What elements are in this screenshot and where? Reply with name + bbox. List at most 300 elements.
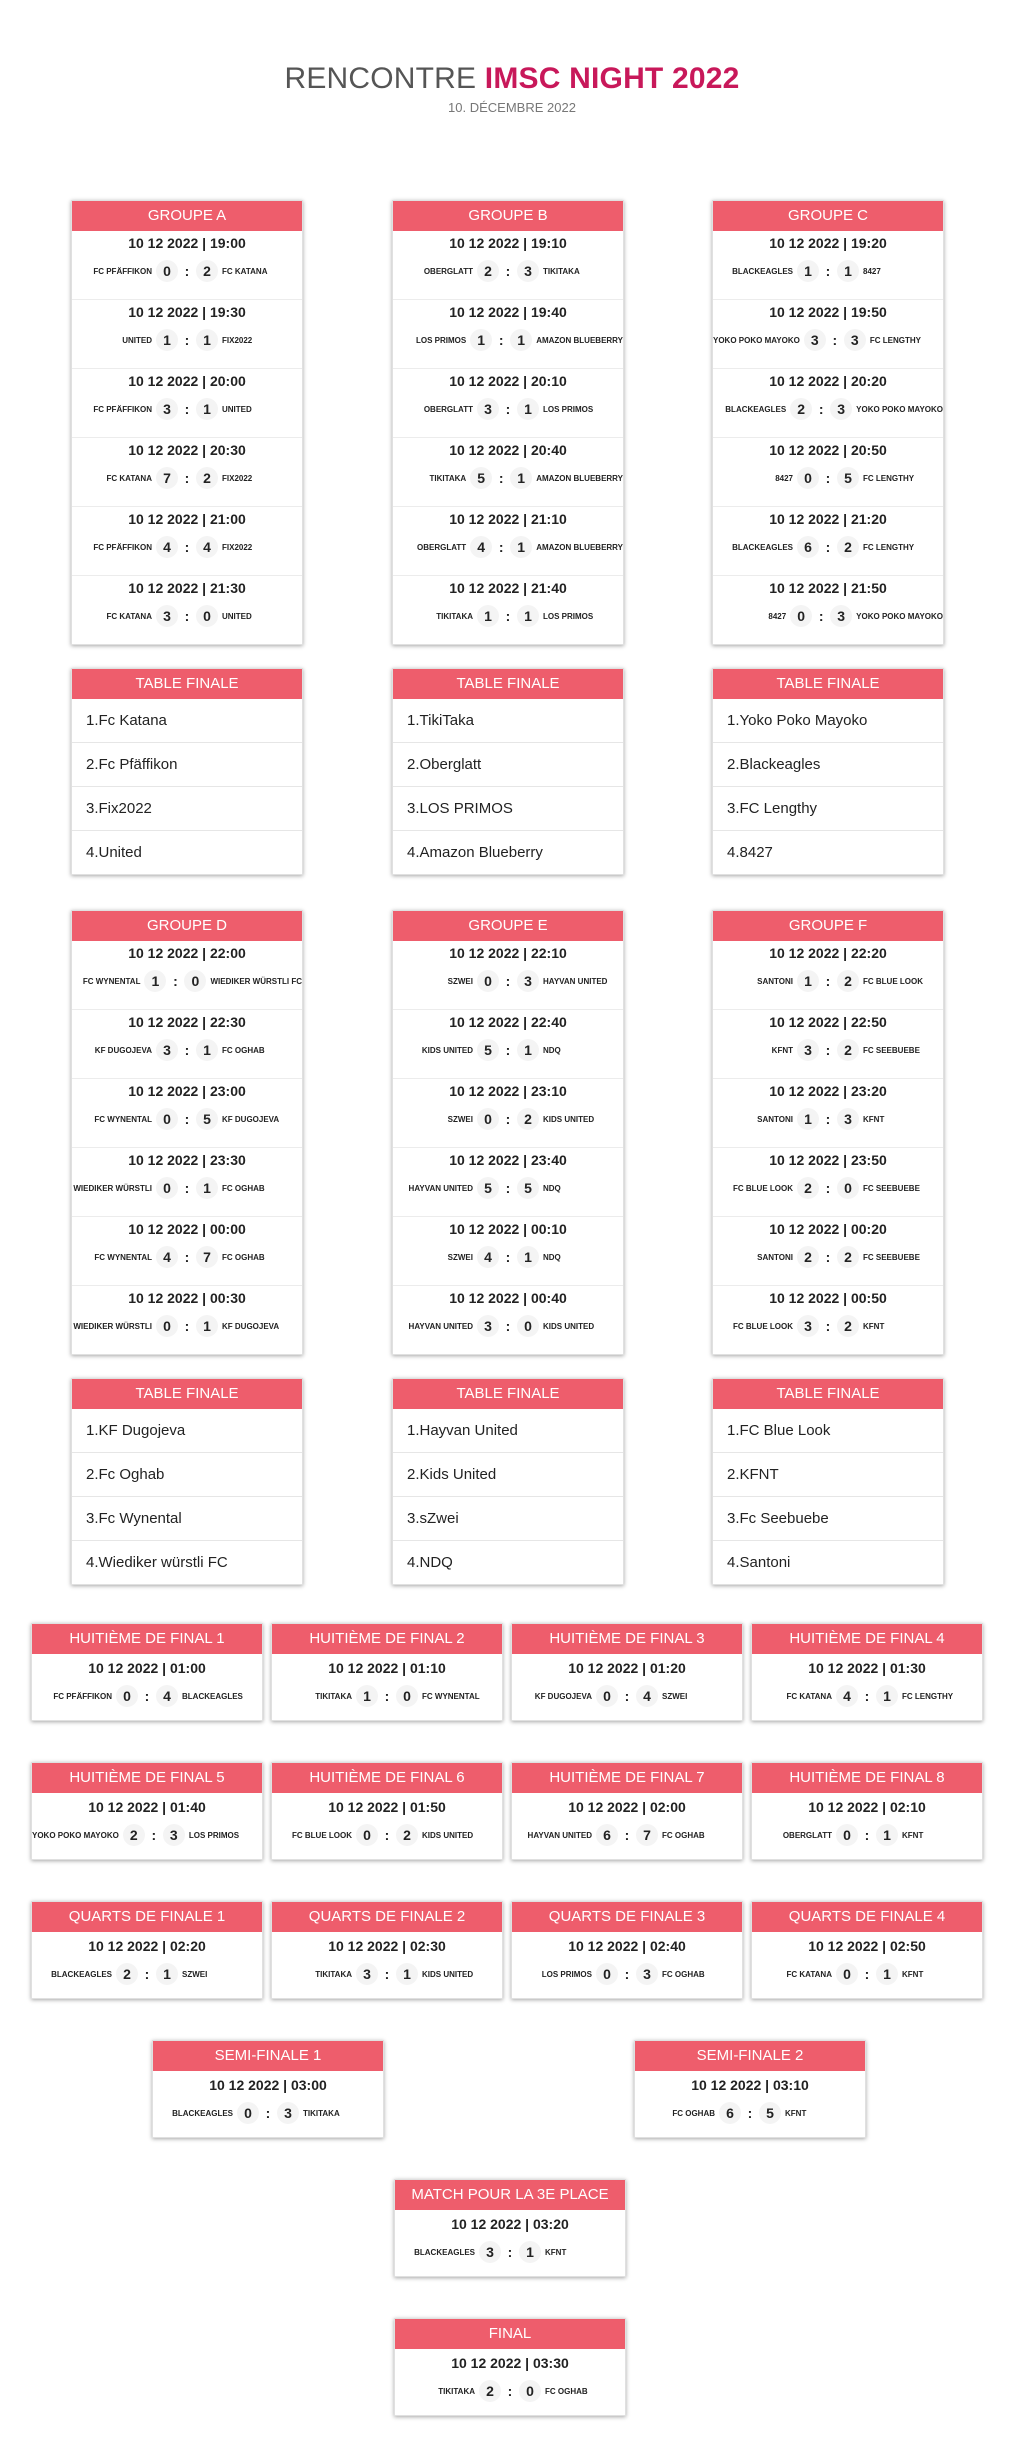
knockout-title: QUARTS DE FINALE 3 (512, 1902, 742, 1932)
match (512, 1932, 742, 1998)
match (393, 1010, 623, 1079)
knockout-card (271, 1623, 503, 1721)
home-score: 0 (836, 1963, 858, 1985)
match (635, 2071, 865, 2137)
home-score: 6 (596, 1824, 618, 1846)
match-time: 10 12 2022 | 21:10 (449, 511, 567, 527)
score-separator: : (825, 539, 831, 555)
knockout-title: QUARTS DE FINALE 4 (752, 1902, 982, 1932)
score-separator: : (825, 1249, 831, 1265)
away-team: NDQ (543, 1045, 561, 1055)
group-card (71, 910, 303, 1355)
table-title: TABLE FINALE (393, 669, 623, 699)
home-team: FC WYNENTAL (82, 976, 141, 986)
score-separator: : (184, 1180, 190, 1196)
away-score: 1 (510, 536, 532, 558)
match-time: 10 12 2022 | 02:30 (328, 1938, 446, 1954)
home-score: 0 (156, 1177, 178, 1199)
away-score: 2 (837, 1246, 859, 1268)
away-team: TIKITAKA (303, 2108, 340, 2118)
home-team: FC WYNENTAL (94, 1252, 152, 1262)
match-time: 10 12 2022 | 21:00 (128, 511, 246, 527)
match (752, 1932, 982, 1998)
rank-item: 4.NDQ (407, 1554, 453, 1571)
knockout-card (31, 1762, 263, 1860)
score-row (72, 464, 302, 492)
match-time: 10 12 2022 | 02:10 (808, 1799, 926, 1815)
away-team: WIEDIKER WÜRSTLI FC (210, 976, 302, 986)
home-score: 3 (797, 1039, 819, 1061)
rank-item: 2.Kids United (393, 1453, 623, 1497)
score-separator: : (505, 1111, 511, 1127)
match (393, 576, 623, 644)
match (713, 941, 943, 1010)
score-row (713, 257, 943, 285)
home-team: BLACKEAGLES (172, 2108, 233, 2118)
home-team: KFNT (771, 1045, 793, 1055)
home-team: FC KATANA (106, 611, 152, 621)
away-score: 1 (876, 1824, 898, 1846)
home-team: KF DUGOJEVA (94, 1045, 152, 1055)
home-score: 1 (797, 260, 819, 282)
score-separator: : (184, 332, 190, 348)
match (72, 1079, 302, 1148)
score-separator: : (505, 1318, 511, 1334)
score-separator: : (505, 401, 511, 417)
score-row (713, 326, 943, 354)
home-team: YOKO POKO MAYOKO (32, 1830, 119, 1840)
home-team: UNITED (122, 335, 152, 345)
match (393, 231, 623, 300)
home-score: 0 (596, 1963, 618, 1985)
rank-item: 1.TikiTaka (393, 699, 623, 743)
match (272, 1932, 502, 1998)
rank-item: 4.Wiediker würstli FC (86, 1554, 228, 1571)
score-separator: : (384, 1827, 390, 1843)
away-team: KFNT (863, 1321, 885, 1331)
match-time: 10 12 2022 | 21:30 (128, 580, 246, 596)
home-team: FC BLUE LOOK (733, 1321, 793, 1331)
score-row (512, 1821, 742, 1849)
match (713, 369, 943, 438)
score-row (512, 1960, 742, 1988)
match (153, 2071, 383, 2137)
score-row (72, 257, 302, 285)
group-title: GROUPE E (393, 911, 623, 941)
away-score: 2 (196, 260, 218, 282)
home-score: 5 (470, 467, 492, 489)
score-row (713, 967, 943, 995)
home-team: BLACKEAGLES (414, 2247, 475, 2257)
match-time: 10 12 2022 | 19:50 (769, 304, 887, 320)
knockout-title: HUITIÈME DE FINAL 3 (512, 1624, 742, 1654)
away-team: 8427 (863, 266, 881, 276)
match-time: 10 12 2022 | 03:20 (451, 2216, 569, 2232)
match (713, 1217, 943, 1286)
away-team: KFNT (863, 1114, 885, 1124)
away-team: SZWEI (182, 1969, 208, 1979)
home-team: KIDS UNITED (421, 1045, 473, 1055)
home-score: 2 (797, 1177, 819, 1199)
away-score: 5 (517, 1177, 539, 1199)
score-row (395, 2238, 625, 2266)
score-row (713, 602, 943, 630)
home-team: WIEDIKER WÜRSTLI (73, 1321, 152, 1331)
home-score: 2 (790, 398, 812, 420)
match-time: 10 12 2022 | 22:00 (128, 945, 246, 961)
home-team: YOKO POKO MAYOKO (713, 335, 800, 345)
home-team: TIKITAKA (436, 611, 473, 621)
home-score: 1 (356, 1685, 378, 1707)
score-separator: : (825, 973, 831, 989)
score-separator: : (184, 263, 190, 279)
score-row (393, 464, 623, 492)
match (512, 1654, 742, 1720)
knockout-title: HUITIÈME DE FINAL 7 (512, 1763, 742, 1793)
match (393, 1148, 623, 1217)
home-team: HAYVAN UNITED (408, 1321, 473, 1331)
away-score: 1 (196, 1039, 218, 1061)
match (393, 438, 623, 507)
away-score: 7 (636, 1824, 658, 1846)
score-row (32, 1960, 262, 1988)
knockout-title: HUITIÈME DE FINAL 6 (272, 1763, 502, 1793)
score-row (393, 602, 623, 630)
away-team: FC OGHAB (545, 2386, 588, 2396)
away-score: 1 (396, 1963, 418, 1985)
score-separator: : (747, 2105, 753, 2121)
match-time: 10 12 2022 | 01:20 (568, 1660, 686, 1676)
rank-item: 4.Amazon Blueberry (407, 844, 543, 861)
match (72, 438, 302, 507)
away-score: 4 (196, 536, 218, 558)
group-title: GROUPE A (72, 201, 302, 231)
home-team: BLACKEAGLES (51, 1969, 112, 1979)
match-time: 10 12 2022 | 21:20 (769, 511, 887, 527)
rank-item: 3.FC Lengthy (713, 787, 943, 831)
away-score: 1 (517, 1039, 539, 1061)
away-team: KIDS UNITED (422, 1969, 474, 1979)
away-score: 3 (636, 1963, 658, 1985)
score-row (393, 395, 623, 423)
match (713, 1286, 943, 1354)
away-team: FIX2022 (222, 542, 253, 552)
home-score: 0 (356, 1824, 378, 1846)
table-title: TABLE FINALE (72, 669, 302, 699)
away-team: FC LENGTHY (863, 542, 915, 552)
page-header (0, 62, 1024, 115)
away-score: 3 (517, 970, 539, 992)
knockout-card (394, 2179, 626, 2277)
home-score: 2 (123, 1824, 145, 1846)
rank-item: 2.Oberglatt (393, 743, 623, 787)
home-score: 4 (470, 536, 492, 558)
score-row (272, 1682, 502, 1710)
rank-item: 1.Fc Katana (72, 699, 302, 743)
score-row (72, 1174, 302, 1202)
away-team: LOS PRIMOS (543, 611, 594, 621)
match-time: 10 12 2022 | 19:00 (128, 235, 246, 251)
knockout-title: QUARTS DE FINALE 2 (272, 1902, 502, 1932)
match (72, 231, 302, 300)
away-score: 2 (517, 1108, 539, 1130)
home-team: OBERGLATT (417, 542, 467, 552)
away-score: 1 (156, 1963, 178, 1985)
knockout-title: FINAL (395, 2319, 625, 2349)
knockout-card (31, 1623, 263, 1721)
home-team: HAYVAN UNITED (527, 1830, 592, 1840)
match-time: 10 12 2022 | 00:50 (769, 1290, 887, 1306)
home-score: 0 (790, 605, 812, 627)
match-time: 10 12 2022 | 03:30 (451, 2355, 569, 2371)
away-team: KF DUGOJEVA (222, 1321, 280, 1331)
match (272, 1654, 502, 1720)
knockout-card (751, 1623, 983, 1721)
score-row (272, 1821, 502, 1849)
away-team: FC WYNENTAL (422, 1691, 480, 1701)
final-table-card (71, 668, 303, 875)
away-team: FC SEEBUEBE (863, 1183, 920, 1193)
away-team: FC SEEBUEBE (863, 1045, 920, 1055)
knockout-title: HUITIÈME DE FINAL 5 (32, 1763, 262, 1793)
home-score: 3 (479, 2241, 501, 2263)
group-card (71, 200, 303, 645)
home-score: 2 (477, 260, 499, 282)
score-separator: : (864, 1966, 870, 1982)
home-team: FC WYNENTAL (94, 1114, 152, 1124)
away-score: 1 (517, 1246, 539, 1268)
match (713, 438, 943, 507)
home-team: FC KATANA (786, 1691, 832, 1701)
score-separator: : (384, 1688, 390, 1704)
group-title: GROUPE F (713, 911, 943, 941)
home-team: TIKITAKA (438, 2386, 475, 2396)
match (393, 1286, 623, 1354)
score-separator: : (624, 1688, 630, 1704)
score-row (713, 1174, 943, 1202)
group-card (712, 910, 944, 1355)
knockout-card (271, 1901, 503, 1999)
knockout-title: MATCH POUR LA 3E PLACE (395, 2180, 625, 2210)
home-team: SZWEI (447, 976, 473, 986)
away-team: KFNT (545, 2247, 567, 2257)
away-score: 1 (196, 1177, 218, 1199)
rank-item: 1.KF Dugojeva (72, 1409, 302, 1453)
match-time: 10 12 2022 | 20:30 (128, 442, 246, 458)
away-score: 2 (837, 536, 859, 558)
home-team: SANTONI (757, 1114, 793, 1124)
home-score: 0 (116, 1685, 138, 1707)
home-team: 8427 (775, 473, 793, 483)
home-team: BLACKEAGLES (732, 542, 793, 552)
away-score: 2 (837, 970, 859, 992)
score-row (393, 1312, 623, 1340)
away-score: 1 (196, 329, 218, 351)
away-score: 1 (510, 329, 532, 351)
away-score: 0 (517, 1315, 539, 1337)
home-team: FC PFÄFFIKON (93, 542, 152, 552)
home-score: 4 (156, 536, 178, 558)
score-separator: : (498, 470, 504, 486)
away-score: 2 (837, 1315, 859, 1337)
away-team: AMAZON BLUEBERRY (536, 473, 623, 483)
match (713, 507, 943, 576)
score-row (153, 2099, 383, 2127)
home-score: 1 (797, 970, 819, 992)
away-team: KFNT (902, 1830, 924, 1840)
match-time: 10 12 2022 | 01:50 (328, 1799, 446, 1815)
score-separator: : (624, 1966, 630, 1982)
home-score: 5 (477, 1039, 499, 1061)
away-team: FC OGHAB (222, 1252, 265, 1262)
home-score: 3 (156, 398, 178, 420)
away-team: NDQ (543, 1252, 561, 1262)
away-team: FC OGHAB (222, 1183, 265, 1193)
score-row (272, 1960, 502, 1988)
home-team: FC KATANA (786, 1969, 832, 1979)
rank-item: 1.FC Blue Look (713, 1409, 943, 1453)
home-score: 1 (477, 605, 499, 627)
rank-item: 1.Yoko Poko Mayoko (713, 699, 943, 743)
home-score: 4 (156, 1246, 178, 1268)
home-team: BLACKEAGLES (732, 266, 793, 276)
match (752, 1793, 982, 1859)
score-row (752, 1960, 982, 1988)
score-separator: : (818, 401, 824, 417)
home-score: 1 (470, 329, 492, 351)
away-score: 2 (396, 1824, 418, 1846)
away-team: UNITED (222, 404, 252, 414)
away-team: AMAZON BLUEBERRY (536, 335, 623, 345)
match-time: 10 12 2022 | 23:00 (128, 1083, 246, 1099)
match (72, 1217, 302, 1286)
score-separator: : (184, 470, 190, 486)
score-row (32, 1682, 262, 1710)
away-team: YOKO POKO MAYOKO (856, 404, 943, 414)
score-separator: : (864, 1688, 870, 1704)
score-separator: : (505, 263, 511, 279)
group-title: GROUPE B (393, 201, 623, 231)
home-score: 0 (156, 260, 178, 282)
home-team: FC BLUE LOOK (292, 1830, 352, 1840)
knockout-card (31, 1901, 263, 1999)
home-score: 6 (719, 2102, 741, 2124)
home-team: OBERGLATT (782, 1830, 832, 1840)
away-score: 0 (519, 2380, 541, 2402)
knockout-title: HUITIÈME DE FINAL 4 (752, 1624, 982, 1654)
match (713, 1148, 943, 1217)
away-score: 5 (837, 467, 859, 489)
home-team: FC PFÄFFIKON (53, 1691, 112, 1701)
score-row (512, 1682, 742, 1710)
score-row (393, 1105, 623, 1133)
knockout-card (634, 2040, 866, 2138)
match-time: 10 12 2022 | 22:50 (769, 1014, 887, 1030)
match (393, 1079, 623, 1148)
match-time: 10 12 2022 | 00:20 (769, 1221, 887, 1237)
match (713, 576, 943, 644)
home-team: LOS PRIMOS (415, 335, 467, 345)
score-row (72, 395, 302, 423)
score-separator: : (184, 1111, 190, 1127)
away-score: 3 (830, 398, 852, 420)
match-time: 10 12 2022 | 23:20 (769, 1083, 887, 1099)
score-separator: : (384, 1966, 390, 1982)
match (393, 507, 623, 576)
home-score: 2 (116, 1963, 138, 1985)
score-row (393, 326, 623, 354)
match (713, 300, 943, 369)
match (32, 1793, 262, 1859)
rank-item: 4.United (86, 844, 142, 861)
rank-item: 4.8427 (727, 844, 773, 861)
away-team: FIX2022 (222, 335, 253, 345)
match-time: 10 12 2022 | 00:40 (449, 1290, 567, 1306)
score-separator: : (825, 1111, 831, 1127)
match (393, 941, 623, 1010)
away-score: 3 (517, 260, 539, 282)
away-team: YOKO POKO MAYOKO (856, 611, 943, 621)
score-row (713, 1243, 943, 1271)
score-separator: : (505, 1249, 511, 1265)
score-row (72, 326, 302, 354)
home-team: SZWEI (447, 1114, 473, 1124)
score-separator: : (184, 1042, 190, 1058)
rank-item: 1.Hayvan United (393, 1409, 623, 1453)
score-separator: : (184, 1249, 190, 1265)
match (72, 576, 302, 644)
group-card (392, 910, 624, 1355)
score-separator: : (505, 1180, 511, 1196)
away-team: KFNT (902, 1969, 924, 1979)
score-row (32, 1821, 262, 1849)
score-row (72, 1105, 302, 1133)
score-row (713, 395, 943, 423)
match (395, 2349, 625, 2415)
match-time: 10 12 2022 | 22:10 (449, 945, 567, 961)
knockout-card (511, 1623, 743, 1721)
away-score: 5 (196, 1108, 218, 1130)
score-separator: : (825, 1042, 831, 1058)
score-separator: : (184, 539, 190, 555)
away-team: FIX2022 (222, 473, 253, 483)
table-title: TABLE FINALE (713, 1379, 943, 1409)
match-time: 10 12 2022 | 22:20 (769, 945, 887, 961)
match-time: 10 12 2022 | 19:20 (769, 235, 887, 251)
score-row (72, 1312, 302, 1340)
home-score: 0 (836, 1824, 858, 1846)
match-time: 10 12 2022 | 23:40 (449, 1152, 567, 1168)
score-row (72, 1036, 302, 1064)
score-separator: : (151, 1827, 157, 1843)
home-team: HAYVAN UNITED (408, 1183, 473, 1193)
knockout-title: HUITIÈME DE FINAL 2 (272, 1624, 502, 1654)
away-team: TIKITAKA (543, 266, 580, 276)
score-separator: : (818, 608, 824, 624)
knockout-title: QUARTS DE FINALE 1 (32, 1902, 262, 1932)
match-time: 10 12 2022 | 01:40 (88, 1799, 206, 1815)
score-row (713, 1312, 943, 1340)
score-row (395, 2377, 625, 2405)
home-team: 8427 (768, 611, 787, 621)
away-score: 1 (517, 398, 539, 420)
away-team: KIDS UNITED (543, 1321, 595, 1331)
match (72, 941, 302, 1010)
knockout-title: HUITIÈME DE FINAL 1 (32, 1624, 262, 1654)
rank-item: 4.Santoni (727, 1554, 791, 1571)
match-time: 10 12 2022 | 19:40 (449, 304, 567, 320)
score-row (393, 1036, 623, 1064)
